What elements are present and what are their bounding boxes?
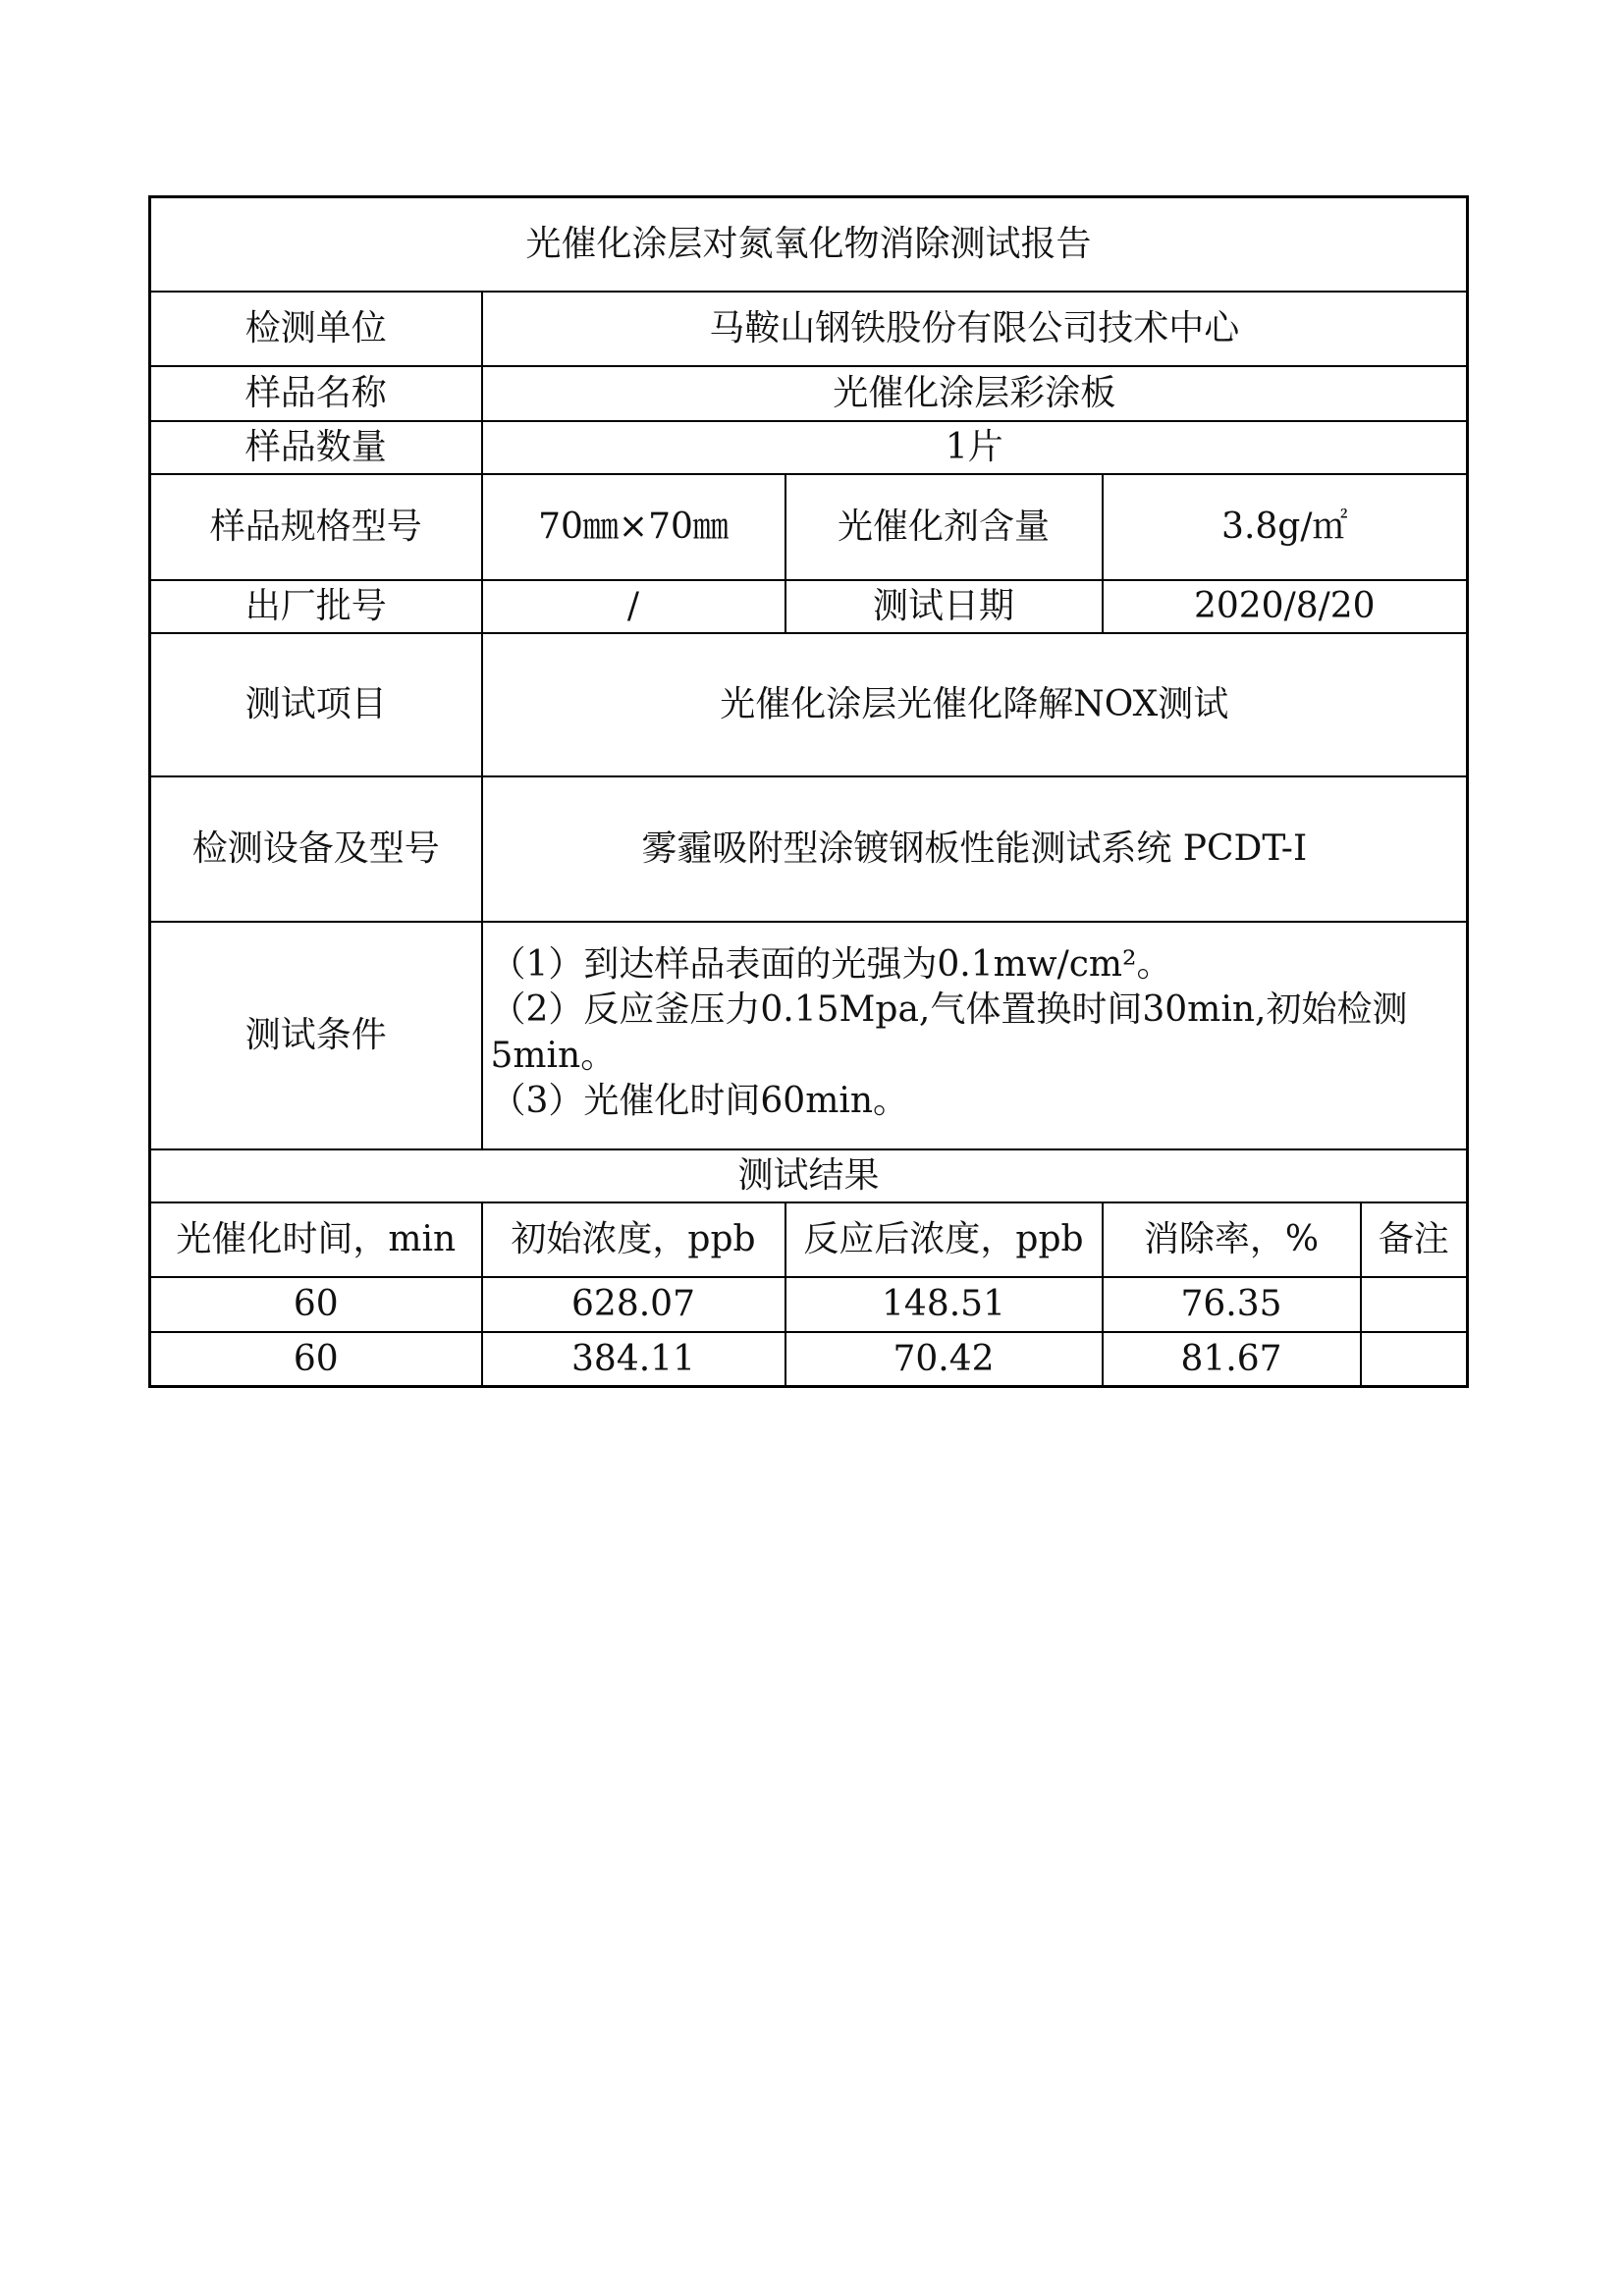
table-row (150, 1332, 1468, 1387)
spec-label: 样品规格型号 (150, 474, 482, 580)
final-concentration-cell: 148.51 (785, 1277, 1103, 1332)
condition-line-1: （1）到达样品表面的光强为0.1mw/cm²。 (490, 944, 1172, 986)
row-spec (150, 474, 1468, 580)
row-conditions (150, 922, 1468, 1149)
row-sample-name (150, 366, 1468, 421)
sample-name-value: 光催化涂层彩涂板 (482, 366, 1468, 421)
catalyst-value: 3.8g/㎡ (1103, 474, 1468, 580)
test-item-value: 光催化涂层光催化降解NOX测试 (482, 633, 1468, 776)
removal-rate-cell: 81.67 (1103, 1332, 1361, 1387)
equipment-label: 检测设备及型号 (150, 776, 482, 922)
batch-value: / (482, 580, 785, 633)
row-test-item (150, 633, 1468, 776)
results-section-title: 测试结果 (150, 1149, 1468, 1202)
sample-name-label: 样品名称 (150, 366, 482, 421)
test-item-label: 测试项目 (150, 633, 482, 776)
sample-quantity-value: 1片 (482, 421, 1468, 474)
equipment-value: 雾霾吸附型涂镀钢板性能测试系统 PCDT-I (482, 776, 1468, 922)
table-row (150, 1277, 1468, 1332)
unit-label: 检测单位 (150, 292, 482, 366)
header-initial-concentration: 初始浓度，ppb (482, 1202, 785, 1277)
report-title: 光催化涂层对氮氧化物消除测试报告 (150, 197, 1468, 292)
test-date-value: 2020/8/20 (1103, 580, 1468, 633)
spec-value: 70㎜×70㎜ (482, 474, 785, 580)
header-final-concentration: 反应后浓度，ppb (785, 1202, 1103, 1277)
conditions-label: 测试条件 (150, 922, 482, 1149)
time-cell: 60 (150, 1332, 482, 1387)
initial-concentration-cell: 384.11 (482, 1332, 785, 1387)
sample-quantity-label: 样品数量 (150, 421, 482, 474)
row-batch (150, 580, 1468, 633)
unit-value: 马鞍山钢铁股份有限公司技术中心 (482, 292, 1468, 366)
removal-rate-cell: 76.35 (1103, 1277, 1361, 1332)
condition-line-2: （2）反应釜压力0.15Mpa,气体置换时间30min,初始检测5min。 (490, 989, 1408, 1076)
test-date-label: 测试日期 (785, 580, 1103, 633)
header-remarks: 备注 (1361, 1202, 1468, 1277)
header-time: 光催化时间，min (150, 1202, 482, 1277)
initial-concentration-cell: 628.07 (482, 1277, 785, 1332)
row-equipment (150, 776, 1468, 922)
report-table (148, 195, 1469, 1388)
header-removal-rate: 消除率，% (1103, 1202, 1361, 1277)
remarks-cell (1361, 1277, 1468, 1332)
condition-line-3: （3）光催化时间60min。 (490, 1080, 909, 1121)
final-concentration-cell: 70.42 (785, 1332, 1103, 1387)
batch-label: 出厂批号 (150, 580, 482, 633)
title-row (150, 197, 1468, 292)
row-unit (150, 292, 1468, 366)
conditions-value (482, 922, 1468, 1149)
row-results-title (150, 1149, 1468, 1202)
row-sample-quantity (150, 421, 1468, 474)
time-cell: 60 (150, 1277, 482, 1332)
remarks-cell (1361, 1332, 1468, 1387)
catalyst-label: 光催化剂含量 (785, 474, 1103, 580)
results-header-row (150, 1202, 1468, 1277)
